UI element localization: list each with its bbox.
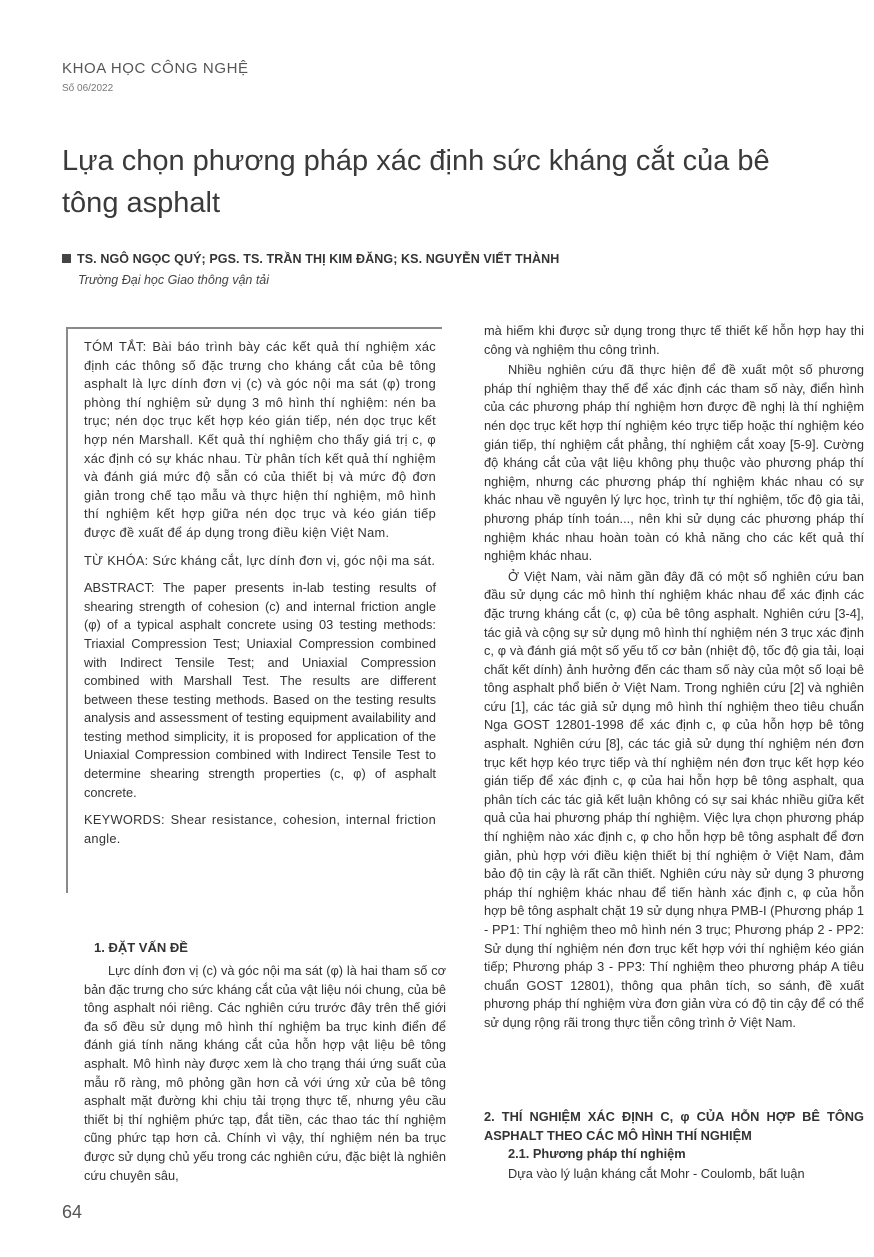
right-paragraph-1: Nhiều nghiên cứu đã thực hiện để đề xuất một số phương pháp thí nghiệm thay thế để xác định các tham số này, điển hình của các phương pháp thí nghiệm hơn được đề nghị là thí nghiệm nén dọc trục kết hợp thí nghiệm kéo trực tiếp hoặc thí nghiệm kéo gián tiếp, thí nghiệm cắt phẳng, thí nghiệm cắt xoay [5-9]. Cường độ kháng cắt của vật liệu không phụ thuộc vào phương pháp thí nghiệm, nhưng các phương pháp thí nghiệm khác nhau có sự khác nhau về nguyên lý lực học, trình tự thí nghiệm, tốc độ gia tải, phương pháp tính toán..., nên khi sử dụng các phương pháp thí nghiệm khác nhau hoàn toàn có khả năng cho các kết quả thí nghiệm khác nhau. bbox=[484, 362, 864, 564]
section1-body bbox=[84, 962, 446, 1185]
abstract-vi bbox=[84, 338, 436, 543]
right-paragraph-2: Ở Việt Nam, vài năm gần đây đã có một số nghiên cứu ban đầu sử dụng các mô hình thí nghiệm khác nhau để xác định các đặc trưng kháng cắt (c, φ) của bê tông asphalt. Nghiên cứu [3-4], tác giả và cộng sự sử dụng mô hình thí nghiệm nén 3 trục xác định c, φ và đánh giá một số yếu tố cơ bản (nhiệt độ, tốc độ gia tải, loại chất kết dính) ảnh hưởng đến các tham số này của một số loại bê tông asphalt phổ biến ở Việt Nam. Trong nghiên cứu [2] và nghiên cứu [1], các tác giả sử dụng mô hình thí nghiệm theo tiêu chuẩn Nga GOST 12801-1998 để xác định c, φ của hỗn hợp bê tông asphalt. Nghiên cứu [8], các tác giả sử dụng thí nghiệm nén đơn trục kết hợp kéo trực tiếp và thí nghiệm nén đơn trục kết hợp kéo gián tiếp để xác định c, φ của hai hỗn hợp bê tông asphalt, qua phân tích các tác giả kết luận không có sự sai khác nhiều giữa kết quả của hai phương pháp thí nghiệm. Việc lựa chọn phương pháp thí nghiệm nào xác định c, φ cho hỗn hợp bê tông asphalt để đơn giản, phù hợp với điều kiện thiết bị thí nghiệm ở Việt Nam, đảm bảo độ tin cậy là rất cần thiết. Nghiên cứu này sử dụng 3 phương pháp thí nghiệm khác nhau để tiến hành xác định c, φ của hỗn hợp bê tông asphalt chặt 19 sử dụng nhựa PMB-I (Phương pháp 1 - PP1: Thí nghiệm theo mô hình nén 3 trục; Phương pháp 2 - PP2: Sử dụng thí nghiệm nén đơn trục kết hợp với thí nghiệm kéo gián tiếp; Phương pháp 3 - PP3: Thí nghiệm theo phương pháp A tiêu chuẩn GOST 12801), thông qua phân tích, so sánh, đề xuất phương pháp thí nghiệm vừa đơn giản vừa có độ tin cậy để có thể sử dụng rộng rãi trong thực tiễn công trình ở Việt Nam. bbox=[484, 568, 864, 1030]
abstract-vi-text: Bài báo trình bày các kết quả thí nghiệm xác định các thông số đặc trưng cho kháng cắt của bê tông asphalt là lực dính đơn vị (c) và góc nội ma sát (φ) trong phòng thí nghiệm sử dụng 3 mô hình thí nghiệm: nén ba trục; nén dọc trục kết hợp kéo gián tiếp, nén dọc trục kết hợp nén Marshall. Kết quả thí nghiệm cho thấy giá trị c, φ xác định có sự khác nhau. Từ phân tích kết quả thí nghiệm và đánh giá mức độ sẵn có của thiết bị và mức độ đơn giản trong chế tạo mẫu và thực hiện thí nghiệm, mô hình thí nghiệm kết hợp giữa nén dọc trục và kéo gián tiếp được đề xuất để áp dụng trong điều kiện Việt Nam. bbox=[84, 339, 436, 540]
article-title: Lựa chọn phương pháp xác định sức kháng cắt của bê tông asphalt bbox=[62, 145, 770, 219]
abstract-en-text: The paper presents in-lab testing results of shearing strength of cohesion (c) and internal friction angle (φ) of a typical asphalt concrete using 03 testing methods: Triaxial Compression Test; Uniaxial Compression combined with Indirect Tensile Test; and Uniaxial Compression combined with Marshall Test. The results are different between these testing methods. Based on the testing results analysis and assessment of testing equipment availability and testing method simplicity, it is proposed for application of the Uniaxial Compression combined with Indirect Tensile Test to determine shearing strength properties (c, φ) of asphalt concrete. bbox=[84, 580, 436, 800]
abstract-en bbox=[84, 579, 436, 802]
abstract-en-label: ABSTRACT: bbox=[84, 580, 155, 596]
right-column bbox=[484, 322, 864, 1035]
keywords-en bbox=[84, 811, 436, 848]
issue-number: Số 06/2022 bbox=[62, 83, 114, 94]
right-paragraph-0: mà hiếm khi được sử dụng trong thực tế thiết kế hỗn hợp hay thi công và nghiệm thu công trình. bbox=[484, 323, 864, 357]
section2-paragraph: Dựa vào lý luận kháng cắt Mohr - Coulomb, bất luận bbox=[508, 1166, 805, 1181]
bullet-square-icon bbox=[62, 254, 71, 263]
authors: TS. NGÔ NGỌC QUÝ; PGS. TS. TRẦN THỊ KIM ĐĂNG; KS. NGUYỄN VIẾT THÀNH bbox=[77, 252, 560, 266]
keywords-en-label: KEYWORDS: bbox=[84, 812, 165, 828]
section1-paragraph: Lực dính đơn vị (c) và góc nội ma sát (φ) là hai tham số cơ bản đặc trưng cho sức kháng cắt của vật liệu nói chung, của bê tông asphalt nói riêng. Các nghiên cứu trước đây trên thế giới đa số đều sử dụng mô hình thí nghiệm ba trục kinh điển để đánh giá tính năng kháng cắt của hỗn hợp vật liệu bê tông asphalt. Mô hình này được xem là cho trạng thái ứng suất của mẫu rõ ràng, mô phỏng gần hơn cả với ứng xử của bê tông asphalt mặt đường khi chịu tải trọng thực tế, nhưng yêu cầu thiết bị thí nghiệm phức tạp, đắt tiền, các thao tác thí nghiệm cũng phức tạp hơn cả. Chính vì vậy, thí nghiệm nén ba trục được sử dụng chủ yếu trong các nghiên cứu, đặc biệt là nghiên cứu chuyên sâu, bbox=[84, 963, 446, 1183]
abstract-block bbox=[84, 338, 436, 857]
keywords-en-text: Shear resistance, cohesion, internal friction angle. bbox=[84, 812, 436, 846]
section1-heading: 1. ĐẶT VẤN ĐỀ bbox=[94, 940, 188, 955]
page-number: 64 bbox=[62, 1202, 83, 1222]
authors-line bbox=[62, 252, 559, 266]
section-header: KHOA HỌC CÔNG NGHỆ bbox=[62, 60, 249, 77]
section2-heading: 2. THÍ NGHIỆM XÁC ĐỊNH C, φ CỦA HỖN HỢP BÊ TÔNG ASPHALT THEO CÁC MÔ HÌNH THÍ NGHIỆM bbox=[484, 1109, 864, 1143]
keywords-vi-text: Sức kháng cắt, lực dính đơn vị, góc nội ma sát. bbox=[148, 552, 436, 568]
keywords-vi-label: TỪ KHÓA: bbox=[84, 552, 149, 568]
subsection-heading: 2.1. Phương pháp thí nghiệm bbox=[508, 1146, 686, 1161]
affiliation: Trường Đại học Giao thông vận tải bbox=[78, 273, 270, 287]
abstract-vi-label: TÓM TẮT: bbox=[84, 339, 147, 354]
keywords-vi bbox=[84, 552, 436, 571]
